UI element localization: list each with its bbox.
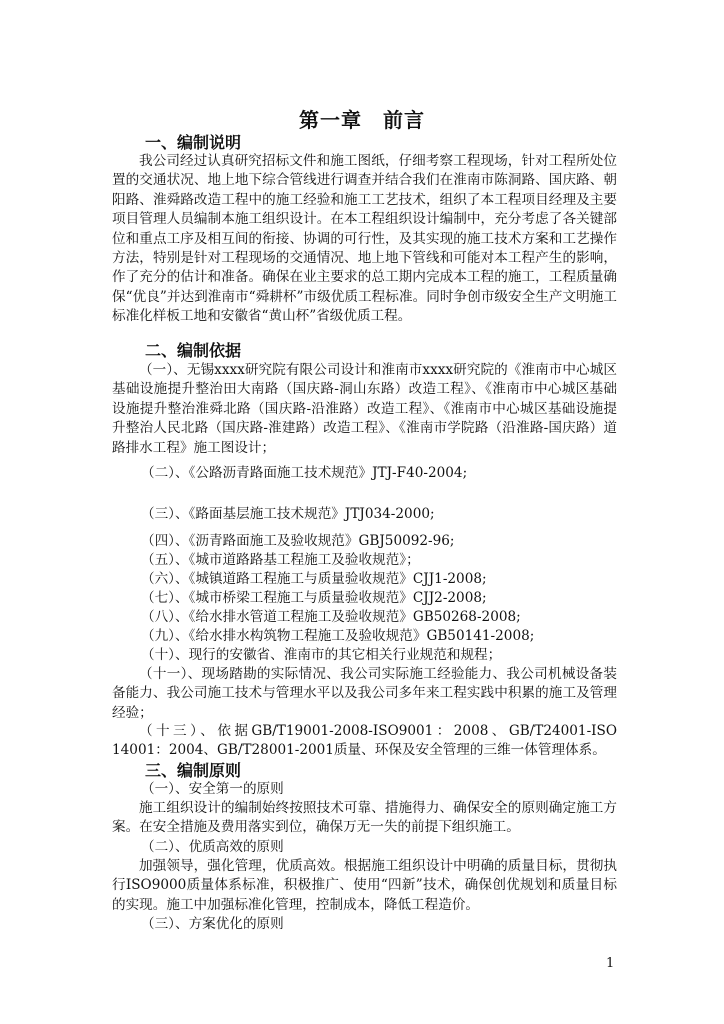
section-1-paragraph: 我公司经过认真研究招标文件和施工图纸，仔细考察工程现场，针对工程所处位置的交通状况、地上地下综合管线进行调查并结合我们在淮南市陈洞路、国庆路、朝阳路、淮舜路改造工程中的施工经验和施工工艺技术，组织了本工程项目经理及主要项目管理人员编制本施工组织设计。在本工程组织设计编制中，充分考虑了各关键部位和重点工序及相互间的衔接、协调的可行性，及其实现的施工技术方案和工艺操作方法，特别是针对工程现场的交通情况、地上地下管线和可能对本工程产生的影响，作了充分的估计和准备。确保在业主要求的总工期内完成本工程的施工，工程质量确保“优良”并达到淮南市“舜耕杯”市级优质工程标准。同时争创市级安全生产文明施工标准化样板工地和安徽省“黄山杯”省级优质工程。 (112, 153, 617, 325)
basis-item-8: （八）、《给水排水管道工程施工及验收规范》GB50268-2008; (141, 609, 521, 625)
basis-item-3: （三）、《路面基层施工技术规范》JTJ034-2000; (141, 506, 435, 522)
basis-item-5: （五）、《城市道路路基工程施工及验收规范》； (141, 552, 420, 568)
page-number: 1 (606, 956, 615, 971)
section-heading-2: 二、编制依据 (145, 341, 242, 360)
basis-item-6: （六）、《城镇道路工程施工与质量验收规范》CJJ1-2008; (141, 571, 487, 587)
basis-item-11: （十一）、现场踏勘的实际情况、我公司实际施工经验能力、我公司机械设备装备能力、我公司施工技术与管理水平以及我公司多年来工程实践中积累的施工及管理经验； (112, 666, 617, 721)
principle-2-title: （二）、优质高效的原则 (141, 839, 284, 855)
basis-item-1: （一）、无锡xxxx研究院有限公司设计和淮南市xxxx研究院的《淮南市中心城区基础设施提升整治田大南路（国庆路-洞山东路）改造工程》、《淮南市中心城区基础设施提升整治淮舜北路（国庆路-沿淮路）改造工程》、《淮南市中心城区基础设施提升整治人民北路（国庆路-淮建路）改造工程》、《淮南市学院路（沿淮路-国庆路）道路排水工程》施工图设计； (112, 362, 617, 456)
basis-item-9: （九）、《给水排水构筑物工程施工及验收规范》GB50141-2008; (141, 628, 535, 644)
section-heading-1: 一、编制说明 (145, 133, 242, 152)
chapter-title: 第一章 前言 (299, 108, 425, 132)
basis-item-7: （七）、《城市桥梁工程施工与质量验收规范》CJJ2-2008; (141, 590, 487, 606)
basis-item-2: （二）、《公路沥青路面施工技术规范》JTJ-F40-2004; (141, 465, 468, 481)
basis-item-13: （十三）、依据GB/T19001-2008-ISO9001：2008、GB/T24001-ISO 14001：2004、GB/T28001-2001质量、环保及安全管理的三维一体管理体系。 (112, 723, 617, 759)
section-heading-3: 三、编制原则 (145, 761, 242, 780)
principle-1-text: 施工组织设计的编制始终按照技术可靠、措施得力、确保安全的原则确定施工方案。在安全措施及费用落实到位，确保万无一失的前提下组织施工。 (112, 800, 617, 836)
principle-1-title: （一）、安全第一的原则 (141, 781, 284, 797)
basis-item-4: （四）、《沥青路面施工及验收规范》GBJ50092-96; (141, 533, 455, 549)
principle-2-text: 加强领导，强化管理，优质高效。根据施工组织设计中明确的质量目标，贯彻执行ISO9000质量体系标准，积极推广、使用“四新”技术，确保创优规划和质量目标的实现。施工中加强标准化管理，控制成本，降低工程造价。 (112, 858, 617, 913)
principle-3-title: （三）、方案优化的原则 (141, 916, 284, 932)
basis-item-10: （十）、现行的安徽省、淮南市的其它相关行业规范和规程； (141, 647, 502, 663)
